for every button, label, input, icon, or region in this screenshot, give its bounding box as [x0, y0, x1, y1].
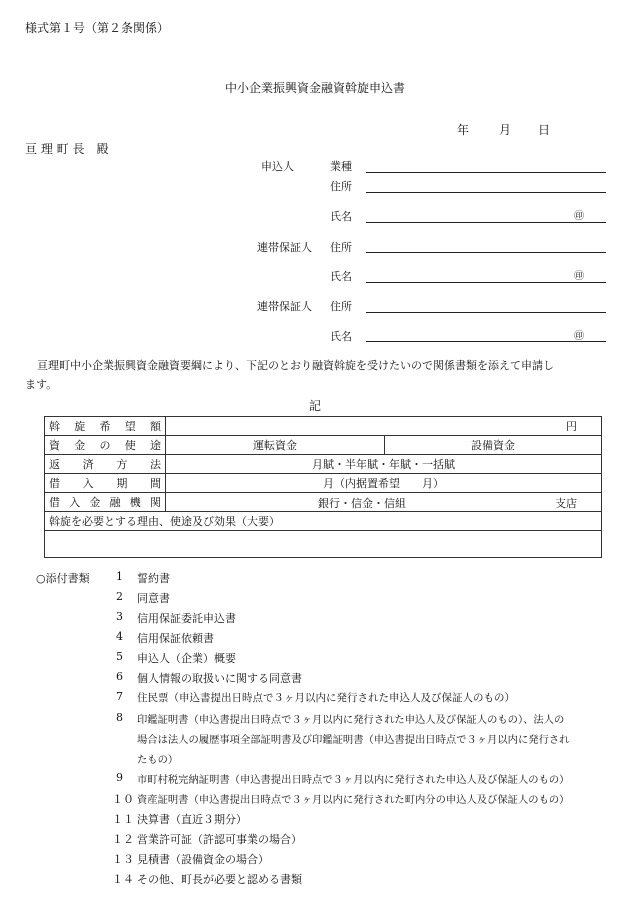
document-title: 中小企業振興資金融資斡旋申込書 — [224, 81, 405, 95]
guarantor2-seal-mark: ㊞ — [574, 331, 584, 342]
use-equipment-cell[interactable] — [385, 436, 602, 455]
amount-label — [45, 417, 166, 436]
period-field[interactable] — [166, 474, 602, 493]
amount-label-char: 額 — [150, 420, 161, 433]
date-year: 年 — [457, 123, 470, 137]
applicant-name-label: 氏名 — [330, 210, 352, 223]
amount-label-char: 旋 — [74, 420, 86, 433]
applicant-address-field[interactable] — [366, 192, 606, 193]
repay-label — [45, 455, 166, 474]
attachment-number: 4 — [116, 630, 123, 643]
attachment-number: １０ — [112, 793, 134, 806]
applicant-industry-label: 業種 — [330, 160, 352, 173]
attachment-item: 同意書 — [137, 592, 170, 605]
applicant-name-field[interactable] — [366, 222, 606, 223]
period-label-char: 間 — [149, 477, 161, 490]
addressee: 亘 理 町 長 殿 — [25, 142, 109, 156]
table-row — [45, 512, 602, 531]
use-operating-cell[interactable] — [166, 436, 385, 455]
use-label — [45, 436, 166, 455]
use-label-char: の — [99, 439, 111, 452]
use-label-char: 途 — [150, 439, 161, 452]
statement-line-1: 亘理町中小企業振興資金融資要綱により、下記のとおり融資斡旋を受けたいので関係書類を添えて申請し — [37, 359, 554, 372]
attachment-number: １３ — [112, 853, 134, 866]
attachment-number: １４ — [112, 873, 134, 886]
amount-unit: 円 — [566, 420, 577, 433]
reason-label-cell — [45, 512, 602, 531]
attachment-number: 2 — [116, 590, 123, 603]
bank-label-char: 融 — [109, 496, 121, 509]
attachment-item: 誓約書 — [137, 572, 170, 585]
repay-label-char: 方 — [116, 458, 128, 471]
attachment-item: 個人情報の取扱いに関する同意書 — [137, 672, 302, 685]
guarantor1-address-field[interactable] — [366, 252, 606, 253]
bank-label-char: 借 — [49, 496, 60, 509]
attachment-item: 印鑑証明書（申込書提出日時点で３ヶ月以内に発行された申込人及び保証人のもの）、法人の — [137, 714, 565, 726]
bank-label-char: 入 — [69, 496, 81, 509]
period-label-char: 借 — [49, 477, 60, 490]
use-label-char: 金 — [74, 439, 86, 452]
attachment-item: 資産証明書（申込書提出日時点で３ヶ月以内に発行された町内分の申込人及び保証人のもの） — [137, 794, 570, 806]
applicant-industry-field[interactable] — [366, 172, 606, 173]
applicant-role: 申込人 — [261, 160, 294, 173]
bank-field[interactable] — [166, 493, 602, 512]
period-label — [45, 474, 166, 493]
attachment-item: 決算書（直近３期分） — [137, 813, 247, 826]
attachment-item: 信用保証委託申込書 — [137, 612, 236, 625]
attachment-item: 申込人（企業）概要 — [137, 652, 236, 665]
table-row — [45, 493, 602, 512]
attachment-item-continued: 場合は法人の履歴事項全部証明書及び印鑑証明書（申込書提出日時点で３ヶ月以内に発行され — [137, 734, 570, 746]
bank-type-options: 銀行・信金・信組 — [318, 497, 406, 510]
guarantor2-role: 連帯保証人 — [257, 300, 312, 313]
period-label-char: 期 — [116, 477, 128, 490]
attachment-number: 1 — [116, 570, 123, 583]
attachment-number: １１ — [112, 813, 134, 826]
repay-method-field[interactable] — [166, 455, 602, 474]
ki-heading: 記 — [308, 399, 321, 413]
use-operating: 運転資金 — [253, 439, 297, 452]
date-day: 日 — [538, 123, 551, 137]
table-row — [45, 455, 602, 474]
guarantor1-name-field[interactable] — [366, 282, 606, 283]
attachment-number: 8 — [116, 711, 123, 724]
period-label-char: 入 — [82, 477, 94, 490]
table-row — [45, 417, 602, 436]
attachment-number: 7 — [116, 690, 123, 703]
statement-line-2: ます。 — [25, 378, 58, 391]
bank-branch-label: 支店 — [555, 497, 577, 510]
repay-label-char: 法 — [149, 458, 161, 471]
attachment-item-continued: たもの） — [137, 754, 179, 766]
amount-label-char: 望 — [124, 420, 136, 433]
attachment-number: １２ — [112, 833, 134, 846]
guarantor1-name-label: 氏名 — [330, 270, 352, 283]
applicant-address-label: 住所 — [330, 180, 352, 193]
form-number-label: 様式第１号（第２条関係） — [25, 21, 170, 35]
amount-label-char: 斡 — [49, 420, 60, 433]
applicant-seal-mark: ㊞ — [574, 211, 584, 222]
guarantor1-address-label: 住所 — [330, 241, 352, 254]
table-row — [45, 531, 602, 558]
use-equipment: 設備資金 — [471, 439, 515, 452]
bank-label-char: 関 — [149, 496, 161, 509]
attachment-item: 信用保証依頼書 — [137, 632, 214, 645]
attachment-item: 営業許可証（許認可事業の場合） — [137, 833, 302, 846]
guarantor2-address-field[interactable] — [366, 312, 606, 313]
repay-method-options: 月賦・半年賦・年賦・一括賦 — [312, 458, 455, 471]
attachment-number: 3 — [116, 610, 123, 623]
attachment-number: 9 — [116, 771, 123, 784]
reason-label: 斡旋を必要とする理由、使途及び効果（大要） — [49, 515, 280, 528]
amount-label-char: 希 — [99, 420, 111, 433]
reason-field[interactable] — [45, 531, 602, 558]
attachment-number: 6 — [116, 670, 123, 683]
attachment-item: 市町村税完納証明書（申込書提出日時点で３ヶ月以内に発行された申込人及び保証人のもの） — [137, 774, 570, 786]
guarantor1-role: 連帯保証人 — [257, 241, 312, 254]
request-table — [44, 416, 602, 558]
repay-label-char: 済 — [82, 458, 94, 471]
period-value: 月（内据置希望 月） — [323, 477, 444, 490]
amount-field[interactable] — [166, 417, 602, 436]
bank-label-char: 機 — [129, 496, 141, 509]
attachment-item: 住民票（申込書提出日時点で３ヶ月以内に発行された申込人及び保証人のもの） — [137, 692, 515, 704]
bank-label-char: 金 — [89, 496, 101, 509]
attachment-item: 見積書（設備資金の場合） — [137, 853, 269, 866]
guarantor1-seal-mark: ㊞ — [574, 271, 584, 282]
table-row — [45, 436, 602, 455]
attachment-number: 5 — [116, 650, 123, 663]
attachment-item: その他、町長が必要と認める書類 — [137, 873, 302, 886]
date-month: 月 — [499, 123, 512, 137]
table-row — [45, 474, 602, 493]
repay-label-char: 返 — [49, 458, 60, 471]
guarantor2-address-label: 住所 — [330, 300, 352, 313]
use-label-char: 資 — [49, 439, 60, 452]
bank-label — [45, 493, 166, 512]
attachments-heading: ○添付書類 — [36, 572, 90, 585]
use-label-char: 使 — [124, 439, 136, 452]
guarantor2-name-label: 氏名 — [330, 330, 352, 343]
guarantor2-name-field[interactable] — [366, 341, 606, 342]
